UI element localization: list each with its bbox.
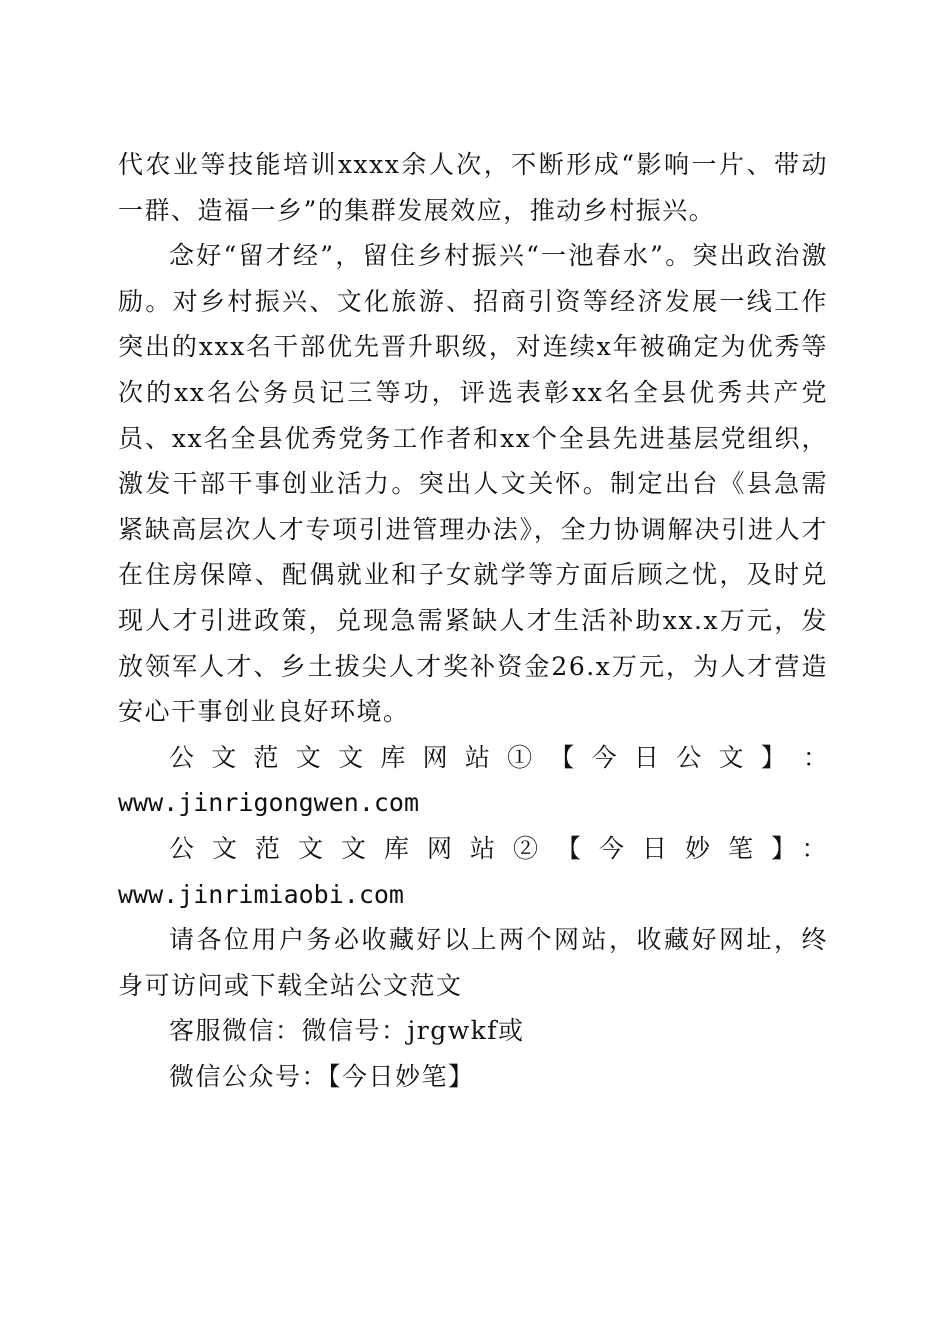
paragraph-talent-retention: 念好“留才经”，留住乡村振兴“一池春水”。突出政治激励。对乡村振兴、文化旅游、招商引资等经济发展一线工作突出的xxx名干部优先晋升职级，对连续x年被确定为优秀等次的xx名公务员记三等功，评选表彰xx名全县优秀共产党员、xx名全县优秀党务工作者和xx个全县先进基层党组织，激发干部干事创业活力。突出人文关怀。制定出台《县急需紧缺高层次人才专项引进管理办法》，全力协调解决引进人才在住房保障、配偶就业和子女就学等方面后顾之忧，及时兑现人才引进政策，兑现急需紧缺人才生活补助xx.x万元，发放领军人才、乡土拔尖人才奖补资金26.x万元，为人才营造安心干事创业良好环境。 (118, 241, 828, 727)
footer-notice: 请各位用户务必收藏好以上两个网站，收藏好网址，终身可访问或下载全站公文范文 (118, 925, 828, 1000)
footer-site1-label: 公 文 范 文 文 库 网 站 ① 【 今 日 公 文 】 ： (169, 742, 828, 772)
site1-url-link[interactable]: www.jinrigongwen.com (118, 788, 420, 818)
footer-site2 (118, 826, 828, 917)
paragraph-continuation: 代农业等技能培训xxxx余人次，不断形成“影响一片、带动一群、造福一乡”的集群发展效应，推动乡村振兴。 (118, 150, 828, 225)
footer-site1-url[interactable] (118, 780, 828, 826)
document-body (118, 142, 828, 1099)
site2-url-link[interactable]: www.jinrimiaobi.com (118, 879, 404, 909)
site2-label: 公文范文文库网站②【今日妙笔】： (169, 833, 828, 863)
footer-service-wechat: 客服微信：微信号：jrgwkf或 (169, 1016, 525, 1046)
footer-official-account: 微信公众号：【今日妙笔】 (169, 1061, 475, 1091)
